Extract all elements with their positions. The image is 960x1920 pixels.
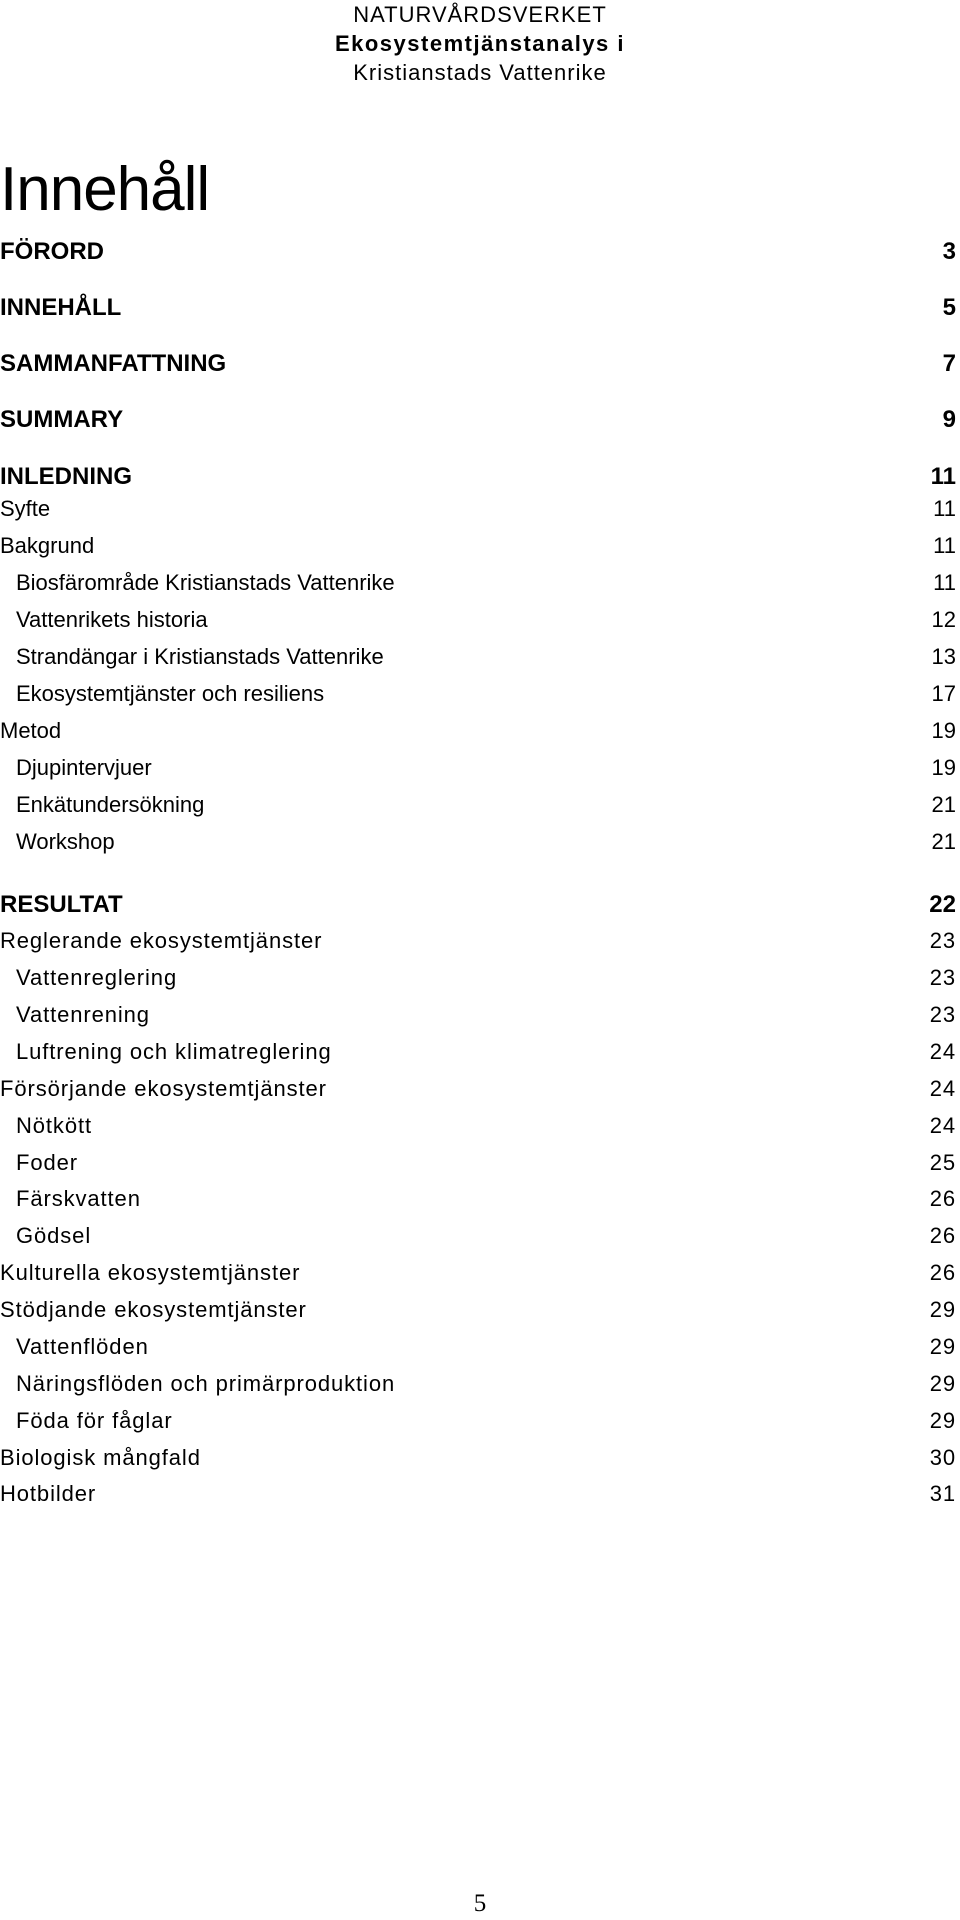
toc-entry-page: 29	[929, 1371, 956, 1396]
toc-entry[interactable]	[0, 489, 956, 529]
toc-entry[interactable]	[0, 637, 956, 677]
toc-entry-page: 24	[929, 1113, 956, 1138]
toc-entry-label: Luftrening och klimatreglering	[16, 1039, 332, 1064]
toc-entry[interactable]	[0, 822, 956, 862]
toc-entry-page: 21	[931, 792, 956, 817]
toc-entry[interactable]	[0, 400, 956, 440]
toc-entry-label: FÖRORD	[0, 238, 104, 265]
toc-entry[interactable]	[0, 785, 956, 825]
toc-entry-label: Biosfärområde Kristianstads Vattenrike	[16, 570, 395, 595]
toc-entry-page: 25	[929, 1150, 956, 1175]
toc-entry[interactable]	[0, 958, 956, 998]
toc-entry-label: Reglerande ekosystemtjänster	[0, 928, 323, 953]
toc-entry-page: 21	[931, 829, 956, 854]
toc-entry[interactable]	[0, 1179, 956, 1219]
toc-entry-label: Stödjande ekosystemtjänster	[0, 1297, 307, 1322]
toc-entry[interactable]	[0, 1290, 956, 1330]
toc-entry-label: Vattenrening	[16, 1002, 150, 1027]
toc-entry-page: 19	[931, 718, 956, 743]
toc-entry-label: Strandängar i Kristianstads Vattenrike	[16, 644, 384, 669]
toc-entry-page: 11	[930, 463, 956, 490]
toc-entry-page: 3	[942, 238, 956, 265]
toc-entry-page: 30	[929, 1445, 956, 1470]
toc-entry[interactable]	[0, 600, 956, 640]
toc-entry-page: 5	[942, 294, 956, 321]
toc-entry-label: RESULTAT	[0, 891, 123, 918]
toc-entry-page: 26	[929, 1260, 956, 1285]
toc-entry[interactable]	[0, 1401, 956, 1441]
toc-entry-label: Vattenrikets historia	[16, 607, 208, 632]
toc-entry-page: 24	[929, 1076, 956, 1101]
toc-entry-label: Biologisk mångfald	[0, 1445, 201, 1470]
toc-entry-page: 11	[933, 570, 956, 595]
header-publisher: NATURVÅRDSVERKET	[353, 2, 607, 27]
toc-entry-label: Djupintervjuer	[16, 755, 152, 780]
toc-entry[interactable]	[0, 885, 956, 925]
toc-entry-label: Vattenflöden	[16, 1334, 149, 1359]
page-number: 5	[473, 1890, 487, 1917]
toc-entry-label: Ekosystemtjänster och resiliens	[16, 681, 325, 706]
toc-entry-page: 24	[929, 1039, 956, 1064]
toc-entry-page: 26	[929, 1186, 956, 1211]
toc-entry-page: 29	[929, 1334, 956, 1359]
toc-entry-label: Färskvatten	[16, 1186, 141, 1211]
toc-entry[interactable]	[0, 995, 956, 1035]
toc-entry-label: Föda för fåglar	[16, 1408, 173, 1433]
toc-entry-label: Hotbilder	[0, 1481, 97, 1506]
toc-entry-page: 23	[929, 928, 956, 953]
toc-entry-page: 11	[933, 533, 956, 558]
toc-entry-label: Foder	[16, 1150, 78, 1175]
toc-entry-label: INNEHÅLL	[0, 294, 122, 321]
toc-entry-page: 23	[929, 965, 956, 990]
toc-entry[interactable]	[0, 1143, 956, 1183]
running-header	[0, 0, 960, 87]
toc-entry-label: INLEDNING	[0, 463, 132, 490]
toc-entry-label: Gödsel	[16, 1223, 92, 1248]
toc-entry[interactable]	[0, 1364, 956, 1404]
toc-entry[interactable]	[0, 1253, 956, 1293]
toc-entry-page: 29	[929, 1408, 956, 1433]
toc-entry[interactable]	[0, 1474, 956, 1514]
toc-entry-page: 23	[929, 1002, 956, 1027]
toc-entry-page: 31	[929, 1481, 956, 1506]
toc-entry-label: Syfte	[0, 496, 51, 521]
toc-entry-label: SAMMANFATTNING	[0, 350, 227, 377]
toc-entry[interactable]	[0, 1216, 956, 1256]
toc-entry[interactable]	[0, 232, 956, 272]
toc-entry[interactable]	[0, 1438, 956, 1478]
toc-entry[interactable]	[0, 711, 956, 751]
toc-entry-page: 13	[931, 644, 956, 669]
toc-entry-page: 22	[929, 891, 956, 918]
toc-entry-label: Workshop	[16, 829, 115, 854]
toc-entry-label: Vattenreglering	[16, 965, 178, 990]
toc-entry[interactable]	[0, 1327, 956, 1367]
header-report-subtitle: Kristianstads Vattenrike	[353, 60, 607, 85]
toc-entry[interactable]	[0, 563, 956, 603]
toc-entry-page: 11	[933, 496, 956, 521]
toc-entry[interactable]	[0, 1032, 956, 1072]
header-report-title: Ekosystemtjänstanalys i	[334, 31, 626, 56]
toc-entry-label: Kulturella ekosystemtjänster	[0, 1260, 301, 1285]
toc-entry-label: Enkätundersökning	[16, 792, 205, 817]
toc-entry-page: 19	[931, 755, 956, 780]
toc-entry[interactable]	[0, 288, 956, 328]
toc-entry[interactable]	[0, 1069, 956, 1109]
toc-entry-page: 9	[942, 406, 956, 433]
toc-entry[interactable]	[0, 526, 956, 566]
toc-entry[interactable]	[0, 921, 956, 961]
toc-entry[interactable]	[0, 748, 956, 788]
toc-entry-label: Bakgrund	[0, 533, 95, 558]
toc-entry-page: 7	[942, 350, 956, 377]
page-title: Innehåll	[0, 155, 210, 224]
toc-entry-label: Metod	[0, 718, 62, 743]
toc-entry-label: Försörjande ekosystemtjänster	[0, 1076, 327, 1101]
toc-entry-label: Näringsflöden och primärproduktion	[16, 1371, 396, 1396]
toc-entry-page: 17	[931, 681, 956, 706]
toc-entry-page: 26	[929, 1223, 956, 1248]
toc-entry[interactable]	[0, 674, 956, 714]
toc-entry-page: 29	[929, 1297, 956, 1322]
toc-entry-page: 12	[931, 607, 956, 632]
toc-entry[interactable]	[0, 1106, 956, 1146]
toc-entry-label: Nötkött	[16, 1113, 92, 1138]
toc-entry[interactable]	[0, 344, 956, 384]
toc-entry-label: SUMMARY	[0, 406, 124, 433]
